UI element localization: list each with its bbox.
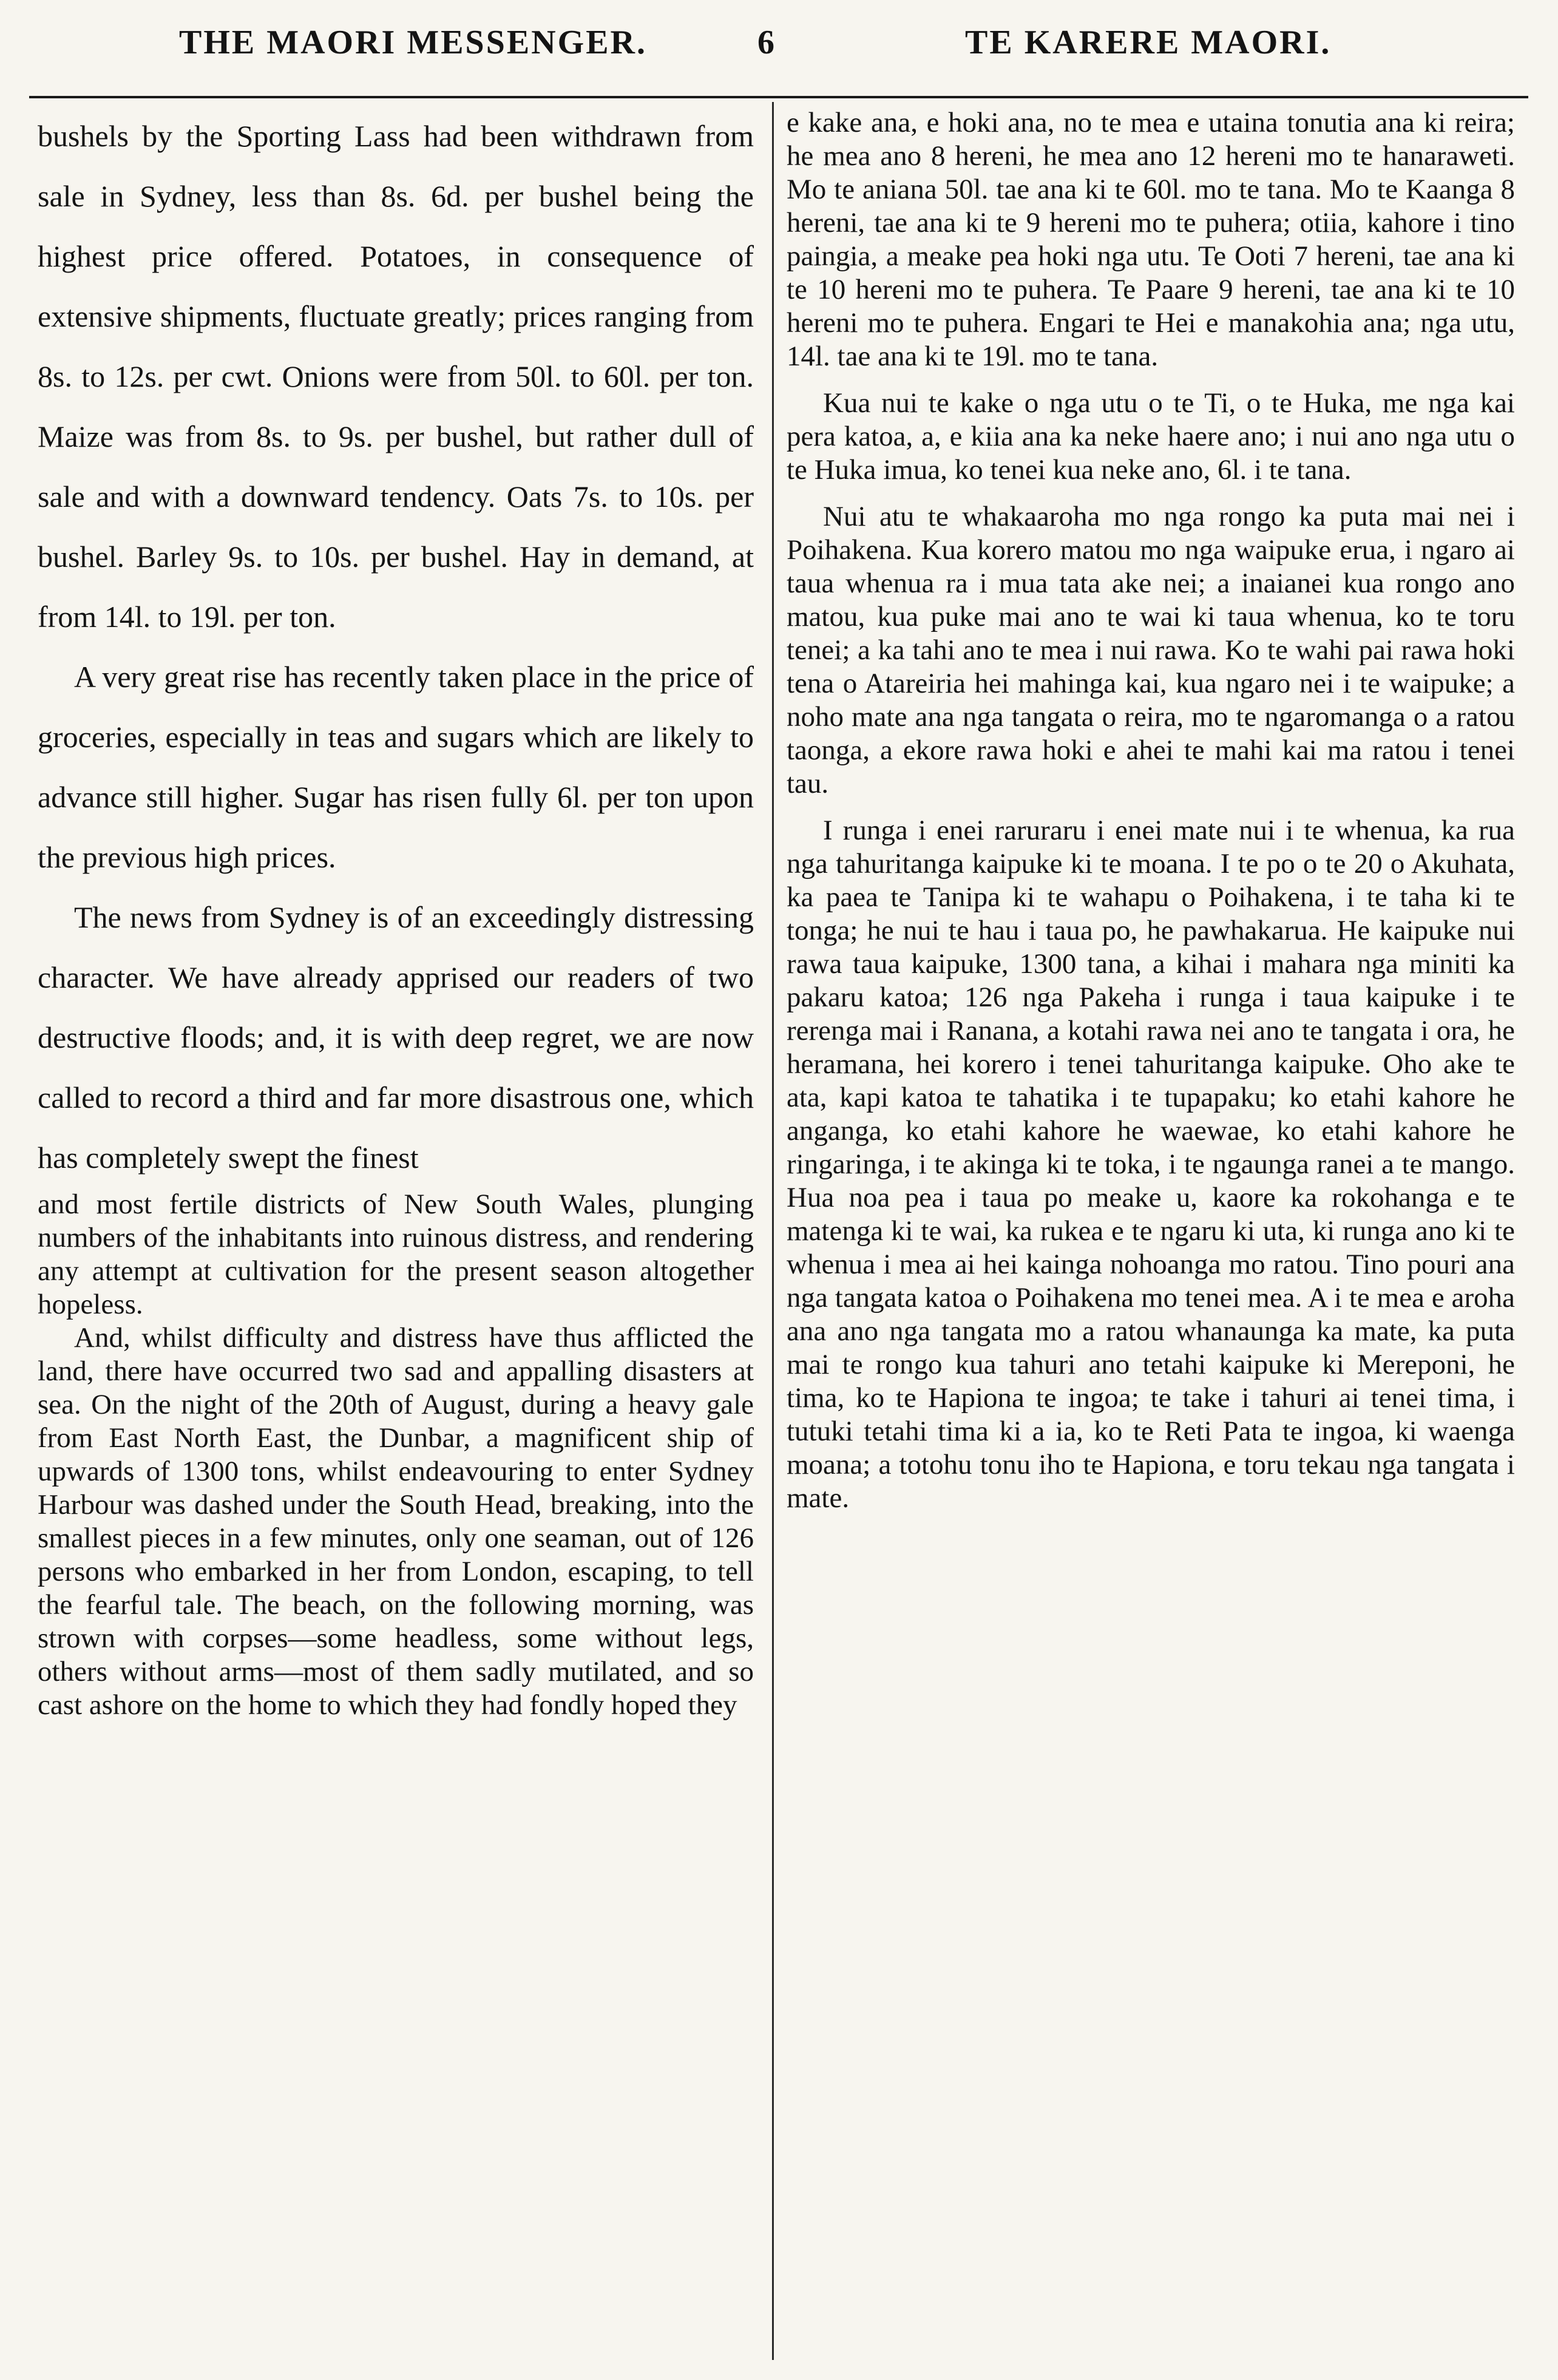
article-paragraph: e kake ana, e hoki ana, no te mea e utaina tonutia ana ki reira; he mea ano 8 hereni, he mea ano 12 hereni mo te hanaraweti. Mo te aniana 50l. tae ana ki te 60l. mo te tana. Mo te Kaanga 8 hereni, tae ana ki te 9 hereni mo te puhera; otiia, kahore i tino paingia, a meake pea hoki nga utu. Te Ooti 7 hereni, tae ana ki te 10 hereni mo te puhera. Te Paare 9 hereni, tae ana ki te 10 hereni mo te puhera. Engari te Hei e manakohia ana; nga utu, 14l. tae ana ki te 19l. mo te tana. — [787, 107, 1515, 372]
english-column — [38, 106, 754, 1722]
article-paragraph: I runga i enei raruraru i enei mate nui i te whenua, ka rua nga tahuritanga kaipuke ki te moana. I te po o te 20 o Akuhata, ka paea te Tanipa ki te wahapu o Poihakena, i te taha ki te tonga; he nui te hau i taua po, he pawhakarua. He kaipuke nui rawa taua kaipuke, 1300 tana, a kihai i mahara nga miniti ka pakaru katoa; 126 nga Pakeha i runga i taua kaipuke i te rerenga mai i Ranana, a kotahi rawa nei ano te tangata i ora, he heramana, hei korero i tenei tahuritanga kaipuke. Oho ake te ata, kapi katoa te tahatika i te tupapaku; ko etahi kahore he anganga, ko etahi kahore he waewae, ko etahi kahore he ringaringa, i te akinga ki te toka, i te ngaunga ranei a te mango. Hua noa pea i taua po meake u, kaore ka rokohanga e te matenga ki te wai, ka rukea e te ngaru ki uta, ki runga ano ki te whenua i mea ai hei kainga nohoanga mo ratou. Tino pouri ana nga tangata katoa o Poihakena mo tenei mea. A i te mea e aroha ana ano nga tangata mo a ratou whanaunga ka mate, ka puta mai te rongo kua tahuri ano tetahi kaipuke ki Mereponi, he tima, ko te Hapiona te ingoa; te take i tahuri ai tenei tima, i tutuki tetahi tima ki a ia, ko te Reti Pata te ingoa, ki waenga moana; a totohu tonu iho te Hapiona, e toru tekau nga tangata i mate. — [787, 815, 1515, 1514]
masthead-english: THE MAORI MESSENGER. — [179, 24, 647, 61]
article-paragraph: The news from Sydney is of an exceedingly distressing character. We have already apprised our readers of two destructive floods; and, it is with deep regret, we are now called to record a third and far more disastrous one, which has completely swept the finest — [38, 900, 754, 1175]
page-number: 6 — [757, 24, 776, 61]
masthead-maori: TE KARERE MAORI. — [965, 24, 1332, 61]
article-paragraph: And, whilst difficulty and distress have thus afflicted the land, there have occurred two sad and appalling disasters at sea. On the night of the 20th of August, during a heavy gale from East North East, the Dunbar, a magnificent ship of upwards of 1300 tons, whilst endeavouring to enter Sydney Harbour was dashed under the South Head, breaking, into the smallest pieces in a few minutes, only one seaman, out of 126 persons who embarked in her from London, escaping, to tell the fearful tale. The beach, on the following morning, was strown with corpses—some headless, some without legs, others without arms—most of them sadly mutilated, and so cast ashore on the home to which they had fondly hoped they — [38, 1322, 754, 1721]
article-paragraph: Nui atu te whakaaroha mo nga rongo ka puta mai nei i Poihakena. Kua korero matou mo nga waipuke erua, i ngaro ai taua whenua ra i mua tata ake nei; a inaianei kua rongo ano matou, kua puke mai ano te wai ki taua whenua, ko te toru tenei; a ka tahi ano te mea i nui rawa. Ko te wahi pai rawa hoki tena o Atareiria hei mahinga kai, kua ngaro nei i te waipuke; a noho mate ana nga tangata o reira, mo te ngaromanga o a ratou taonga, a ekore rawa hoki e ahei te mahi kai ma ratou i tenei tau. — [787, 501, 1515, 799]
article-paragraph: A very great rise has recently taken place in the price of groceries, especially in teas and sugars which are likely to advance still higher. Sugar has risen fully 6l. per ton upon the previous high prices. — [38, 660, 754, 874]
maori-column — [787, 106, 1515, 1515]
article-paragraph: bushels by the Sporting Lass had been withdrawn from sale in Sydney, less than 8s. 6d. per bushel being the highest price offered. Potatoes, in consequence of extensive shipments, fluctuate greatly; prices ranging from 8s. to 12s. per cwt. Onions were from 50l. to 60l. per ton. Maize was from 8s. to 9s. per bushel, but rather dull of sale and with a downward tendency. Oats 7s. to 10s. per bushel. Barley 9s. to 10s. per bushel. Hay in demand, at from 14l. to 19l. per ton. — [38, 119, 754, 634]
page-header — [0, 23, 1558, 78]
article-paragraph: and most fertile districts of New South Wales, plunging numbers of the inhabitants into ruinous distress, and rendering any attempt at cultivation for the present season altogether hopeless. — [38, 1188, 754, 1320]
column-divider — [772, 102, 774, 2360]
article-paragraph: Kua nui te kake o nga utu o te Ti, o te Huka, me nga kai pera katoa, a, e kiia ana ka neke haere ano; i nui ano nga utu o te Huka imua, ko tenei kua neke ano, 6l. i te tana. — [787, 387, 1515, 486]
header-rule — [29, 96, 1528, 98]
